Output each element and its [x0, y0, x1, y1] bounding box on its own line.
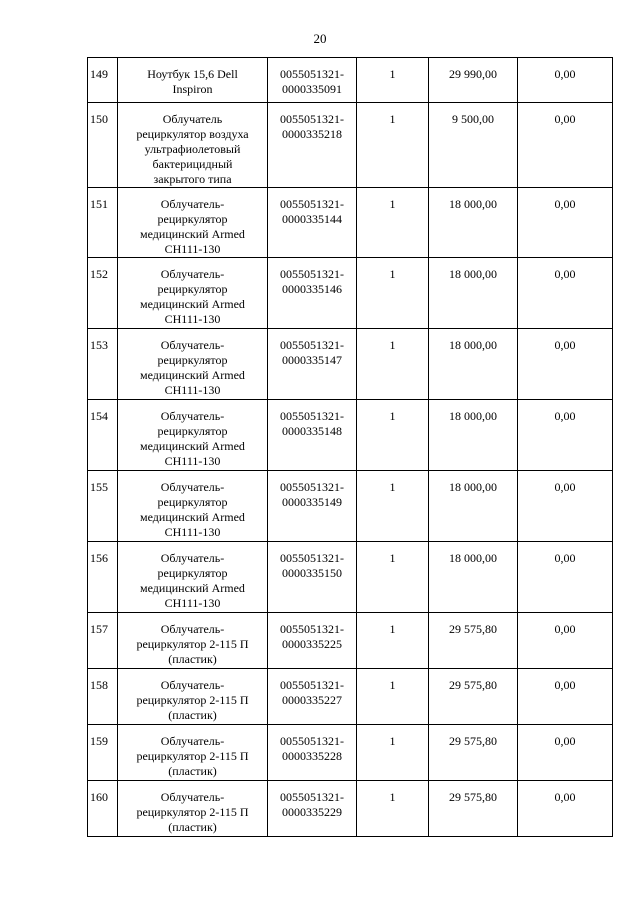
price-cell: 18 000,00	[429, 471, 518, 542]
item-name-line: рециркулятор	[157, 353, 228, 367]
item-name-line: рециркулятор 2-115 П	[136, 805, 249, 819]
item-name-line: СН111-130	[164, 312, 221, 326]
item-name-line: рециркулятор 2-115 П	[136, 693, 249, 707]
price-cell: 18 000,00	[429, 542, 518, 613]
row-number-cell: 157	[88, 613, 118, 669]
inventory-code-cell	[268, 542, 357, 613]
quantity-cell: 1	[357, 400, 429, 471]
inventory-code-cell	[268, 329, 357, 400]
item-name-line: СН111-130	[164, 596, 221, 610]
item-name-line: медицинский Armed	[140, 439, 245, 453]
quantity-cell: 1	[357, 669, 429, 725]
item-name-line: Облучатель-	[160, 622, 225, 636]
price-cell: 9 500,00	[429, 103, 518, 188]
item-name-line: рециркулятор	[157, 495, 228, 509]
item-name-line: рециркулятор	[157, 212, 228, 226]
inventory-code-cell	[268, 188, 357, 258]
item-name-cell	[118, 400, 268, 471]
inventory-table	[87, 57, 613, 837]
item-name-cell	[118, 188, 268, 258]
item-name-cell	[118, 471, 268, 542]
inventory-code-cell	[268, 613, 357, 669]
price-cell: 18 000,00	[429, 329, 518, 400]
quantity-cell: 1	[357, 258, 429, 329]
residual-value-cell: 0,00	[518, 613, 613, 669]
item-name-line: Облучатель-	[160, 480, 225, 494]
item-name-cell	[118, 669, 268, 725]
inventory-code-cell	[268, 471, 357, 542]
item-name-cell	[118, 781, 268, 837]
table-row	[88, 725, 613, 781]
row-number-cell: 158	[88, 669, 118, 725]
page-number: 20	[313, 31, 327, 46]
row-number-cell: 153	[88, 329, 118, 400]
table-row	[88, 329, 613, 400]
item-name-line: рециркулятор 2-115 П	[136, 637, 249, 651]
item-name-line: рециркулятор	[157, 282, 228, 296]
inventory-code-line: 0000335146	[282, 282, 342, 296]
inventory-code-line: 0055051321-	[280, 790, 344, 804]
item-name-line: Облучатель-	[160, 267, 225, 281]
residual-value-cell: 0,00	[518, 329, 613, 400]
quantity-cell: 1	[357, 471, 429, 542]
inventory-code-line: 0055051321-	[280, 734, 344, 748]
item-name-line: (пластик)	[168, 820, 217, 834]
inventory-code-cell	[268, 400, 357, 471]
quantity-cell: 1	[357, 781, 429, 837]
inventory-code-line: 0000335148	[282, 424, 342, 438]
item-name-line: медицинский Armed	[140, 297, 245, 311]
residual-value-cell: 0,00	[518, 58, 613, 103]
row-number-cell: 156	[88, 542, 118, 613]
inventory-code-line: 0055051321-	[280, 480, 344, 494]
quantity-cell: 1	[357, 58, 429, 103]
item-name-line: Inspiron	[172, 82, 213, 96]
table-row	[88, 188, 613, 258]
item-name-line: медицинский Armed	[140, 581, 245, 595]
inventory-code-line: 0055051321-	[280, 551, 344, 565]
inventory-code-line: 0000335228	[282, 749, 342, 763]
item-name-line: Облучатель-	[160, 197, 225, 211]
item-name-line: Облучатель-	[160, 734, 225, 748]
item-name-line: СН111-130	[164, 242, 221, 256]
quantity-cell: 1	[357, 613, 429, 669]
quantity-cell: 1	[357, 329, 429, 400]
residual-value-cell: 0,00	[518, 781, 613, 837]
residual-value-cell: 0,00	[518, 725, 613, 781]
item-name-line: Облучатель-	[160, 790, 225, 804]
item-name-cell	[118, 329, 268, 400]
inventory-code-line: 0000335091	[282, 82, 342, 96]
item-name-line: СН111-130	[164, 383, 221, 397]
table-row	[88, 400, 613, 471]
inventory-code-cell	[268, 103, 357, 188]
table-row	[88, 58, 613, 103]
price-cell: 18 000,00	[429, 188, 518, 258]
item-name-line: бактерицидный	[152, 157, 233, 171]
row-number-cell: 155	[88, 471, 118, 542]
price-cell: 18 000,00	[429, 258, 518, 329]
row-number-cell: 151	[88, 188, 118, 258]
residual-value-cell: 0,00	[518, 188, 613, 258]
inventory-code-line: 0055051321-	[280, 197, 344, 211]
row-number-cell: 159	[88, 725, 118, 781]
price-cell: 29 575,80	[429, 725, 518, 781]
residual-value-cell: 0,00	[518, 669, 613, 725]
residual-value-cell: 0,00	[518, 103, 613, 188]
residual-value-cell: 0,00	[518, 542, 613, 613]
row-number-cell: 160	[88, 781, 118, 837]
price-cell: 29 990,00	[429, 58, 518, 103]
inventory-code-line: 0055051321-	[280, 267, 344, 281]
item-name-line: медицинский Armed	[140, 227, 245, 241]
row-number-cell: 154	[88, 400, 118, 471]
item-name-cell	[118, 103, 268, 188]
row-number-cell: 152	[88, 258, 118, 329]
quantity-cell: 1	[357, 103, 429, 188]
row-number-cell: 150	[88, 103, 118, 188]
item-name-line: ультрафиолетовый	[144, 142, 241, 156]
inventory-code-line: 0055051321-	[280, 678, 344, 692]
table-row	[88, 781, 613, 837]
inventory-code-line: 0055051321-	[280, 409, 344, 423]
inventory-code-line: 0000335144	[282, 212, 342, 226]
inventory-code-line: 0000335227	[282, 693, 342, 707]
item-name-line: Облучатель-	[160, 338, 225, 352]
price-cell: 29 575,80	[429, 613, 518, 669]
inventory-code-line: 0000335229	[282, 805, 342, 819]
table-row	[88, 103, 613, 188]
item-name-cell	[118, 725, 268, 781]
inventory-code-line: 0000335218	[282, 127, 342, 141]
price-cell: 18 000,00	[429, 400, 518, 471]
item-name-line: СН111-130	[164, 525, 221, 539]
table-row	[88, 542, 613, 613]
residual-value-cell: 0,00	[518, 471, 613, 542]
quantity-cell: 1	[357, 188, 429, 258]
item-name-line: закрытого типа	[153, 172, 232, 186]
item-name-line: Облучатель-	[160, 409, 225, 423]
inventory-code-line: 0055051321-	[280, 112, 344, 126]
inventory-code-line: 0000335150	[282, 566, 342, 580]
item-name-line: Облучатель-	[160, 551, 225, 565]
row-number-cell: 149	[88, 58, 118, 103]
inventory-code-cell	[268, 725, 357, 781]
item-name-cell	[118, 613, 268, 669]
inventory-code-line: 0000335147	[282, 353, 342, 367]
item-name-cell	[118, 58, 268, 103]
table-row	[88, 613, 613, 669]
residual-value-cell: 0,00	[518, 258, 613, 329]
residual-value-cell: 0,00	[518, 400, 613, 471]
item-name-line: рециркулятор 2-115 П	[136, 749, 249, 763]
inventory-code-line: 0055051321-	[280, 622, 344, 636]
item-name-line: медицинский Armed	[140, 368, 245, 382]
item-name-line: (пластик)	[168, 652, 217, 666]
item-name-line: (пластик)	[168, 764, 217, 778]
item-name-line: медицинский Armed	[140, 510, 245, 524]
table-row	[88, 669, 613, 725]
quantity-cell: 1	[357, 725, 429, 781]
inventory-table-body	[88, 58, 613, 837]
inventory-code-cell	[268, 669, 357, 725]
inventory-code-line: 0055051321-	[280, 338, 344, 352]
item-name-line: рециркулятор воздуха	[136, 127, 249, 141]
item-name-line: Ноутбук 15,6 Dell	[147, 67, 238, 81]
item-name-cell	[118, 258, 268, 329]
quantity-cell: 1	[357, 542, 429, 613]
item-name-cell	[118, 542, 268, 613]
inventory-code-line: 0000335225	[282, 637, 342, 651]
table-row	[88, 258, 613, 329]
item-name-line: (пластик)	[168, 708, 217, 722]
table-row	[88, 471, 613, 542]
price-cell: 29 575,80	[429, 669, 518, 725]
inventory-code-cell	[268, 58, 357, 103]
inventory-code-cell	[268, 781, 357, 837]
inventory-code-line: 0000335149	[282, 495, 342, 509]
item-name-line: Облучатель-	[160, 678, 225, 692]
item-name-line: Облучатель	[162, 112, 223, 126]
item-name-line: СН111-130	[164, 454, 221, 468]
inventory-code-line: 0055051321-	[280, 67, 344, 81]
item-name-line: рециркулятор	[157, 424, 228, 438]
inventory-code-cell	[268, 258, 357, 329]
item-name-line: рециркулятор	[157, 566, 228, 580]
price-cell: 29 575,80	[429, 781, 518, 837]
